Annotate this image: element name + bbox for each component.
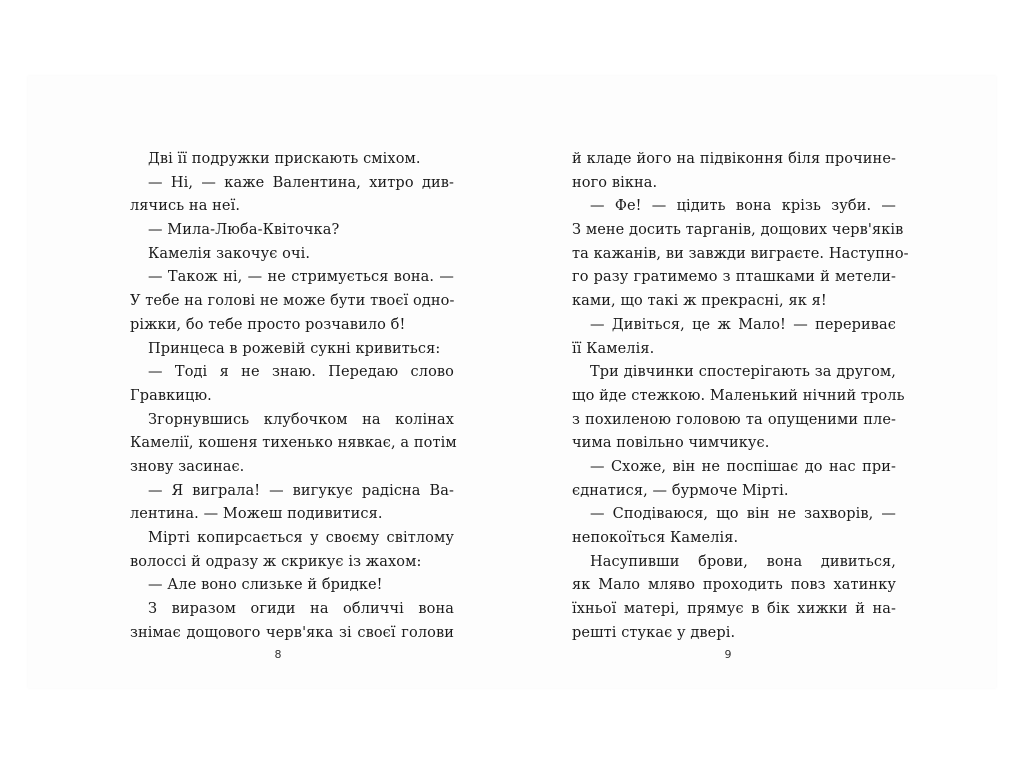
text-line: їхньої матері, прямує в бік хижки й на- <box>572 601 896 618</box>
text-line: Мірті копирсається у своєму світлому <box>148 530 454 546</box>
text-line: — Мила-Люба-Квіточка? <box>148 222 340 239</box>
text-line: З виразом огиди на обличчі вона <box>148 601 454 618</box>
text-line: Принцеса в рожевій сукні кривиться: <box>148 340 441 357</box>
text-line: — Ні, — каже Валентина, хитро див- <box>148 174 454 191</box>
text-line: Камелії, кошеня тихенько нявкає, а потім <box>130 435 457 452</box>
text-line: чима повільно чимчикує. <box>572 435 770 452</box>
text-line: — Також ні, — не стримується вона. — <box>148 269 454 286</box>
text-line: — Дивіться, це ж Мало! — перериває <box>590 316 896 333</box>
text-line: — Але воно слизьке й бридке! <box>148 577 383 594</box>
text-line: го разу гратимемо з пташками й метели- <box>572 269 896 286</box>
text-line: з похиленою головою та опущеними пле- <box>572 411 896 428</box>
text-line: ріжки, бо тебе просто розчавило б! <box>130 316 406 333</box>
text-line: Камелія закочує очі. <box>148 245 311 262</box>
text-line: лячись на неї. <box>130 198 241 215</box>
text-line: — Схоже, він не поспішає до нас при- <box>590 458 896 475</box>
text-line: ного вікна. <box>572 174 658 191</box>
text-line: як Мало мляво проходить повз хатинку <box>572 577 896 594</box>
text-line: — Я виграла! — вигукує радісна Ва- <box>148 482 454 499</box>
text-line: Три дівчинки спостерігають за другом, <box>590 364 896 381</box>
text-line: Дві її подружки прискають сміхом. <box>148 151 421 167</box>
right-page-text <box>572 148 909 645</box>
text-line: й кладе його на підвіконня біля прочине- <box>572 151 896 167</box>
left-page-text <box>130 148 457 645</box>
right-page <box>512 76 996 688</box>
text-line: та кажанів, ви завжди виграєте. Наступно- <box>572 245 909 262</box>
text-line: Згорнувшись клубочком на колінах <box>148 411 454 428</box>
text-line: У тебе на голові не може бути твоєї одно- <box>130 293 455 310</box>
book-spread <box>28 76 996 688</box>
text-line: — Сподіваюся, що він не захворів, — <box>590 506 896 523</box>
left-page-number: 8 <box>274 648 282 661</box>
text-line: ками, що такі ж прекрасні, як я! <box>572 293 827 310</box>
text-line: знову засинає. <box>130 458 245 475</box>
text-line: непокоїться Камелія. <box>572 530 739 546</box>
text-line: знімає дощового черв'яка зі своєї голови <box>130 624 454 641</box>
left-page <box>28 76 512 688</box>
right-page-number: 9 <box>724 648 732 661</box>
text-line: єднатися, — бурмоче Мірті. <box>572 482 789 499</box>
text-line: що йде стежкою. Маленький нічний троль <box>572 387 905 404</box>
text-line: З мене досить тарганів, дощових черв'яків <box>572 222 904 239</box>
text-line: лентина. — Можеш подивитися. <box>130 506 383 523</box>
text-line: волоссі й одразу ж скрикує із жахом: <box>130 553 422 570</box>
text-line: її Камелія. <box>572 340 655 357</box>
text-line: решті стукає у двері. <box>572 624 736 641</box>
text-line: Гравкицю. <box>130 387 212 404</box>
text-line: Насупивши брови, вона дивиться, <box>590 553 896 570</box>
text-line: — Тоді я не знаю. Передаю слово <box>148 364 454 381</box>
text-line: — Фе! — цідить вона крізь зуби. — <box>590 198 896 215</box>
